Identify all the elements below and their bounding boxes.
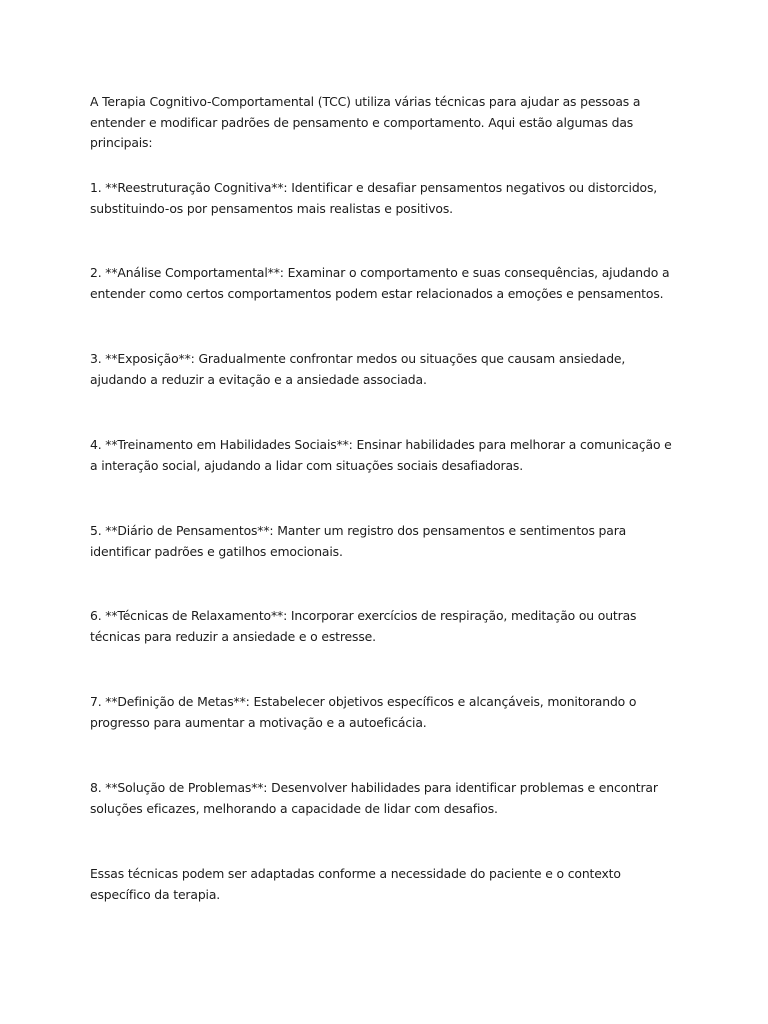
list-item-diario: 5. **Diário de Pensamentos**: Manter um registro dos pensamentos e sentimentos para identificar padrões e gatilhos emocionais. <box>90 523 627 559</box>
conclusion-paragraph: Essas técnicas podem ser adaptadas conforme a necessidade do paciente e o contexto específico da terapia. <box>90 866 621 902</box>
list-item-metas: 7. **Definição de Metas**: Estabelecer objetivos específicos e alcançáveis, monitorando o progresso para aumentar a motivação e a autoeficácia. <box>90 694 637 730</box>
list-item-reestruturacao: 1. **Reestruturação Cognitiva**: Identificar e desafiar pensamentos negativos ou distorcidos, substituindo-os por pensamentos mais realistas e positivos. <box>90 180 658 216</box>
list-item-analise: 2. **Análise Comportamental**: Examinar o comportamento e suas consequências, ajudando a entender como certos comportamentos podem estar relacionados a emoções e pensamentos. <box>90 265 670 301</box>
intro-paragraph: A Terapia Cognitivo-Comportamental (TCC) utiliza várias técnicas para ajudar as pessoas a entender e modificar padrões de pensamento e comportamento. Aqui estão algumas das principais: <box>90 94 641 150</box>
list-item-exposicao: 3. **Exposição**: Gradualmente confrontar medos ou situações que causam ansiedade, ajudando a reduzir a evitação e a ansiedade associada. <box>90 351 626 387</box>
list-item-solucao: 8. **Solução de Problemas**: Desenvolver habilidades para identificar problemas e encontrar soluções eficazes, melhorando a capacidade de lidar com desafios. <box>90 780 658 816</box>
list-item-relaxamento: 6. **Técnicas de Relaxamento**: Incorporar exercícios de respiração, meditação ou outras técnicas para reduzir a ansiedade e o estresse. <box>90 608 637 644</box>
list-item-treinamento: 4. **Treinamento em Habilidades Sociais**: Ensinar habilidades para melhorar a comunicação e a interação social, ajudando a lidar com situações sociais desafiadoras. <box>90 437 672 473</box>
